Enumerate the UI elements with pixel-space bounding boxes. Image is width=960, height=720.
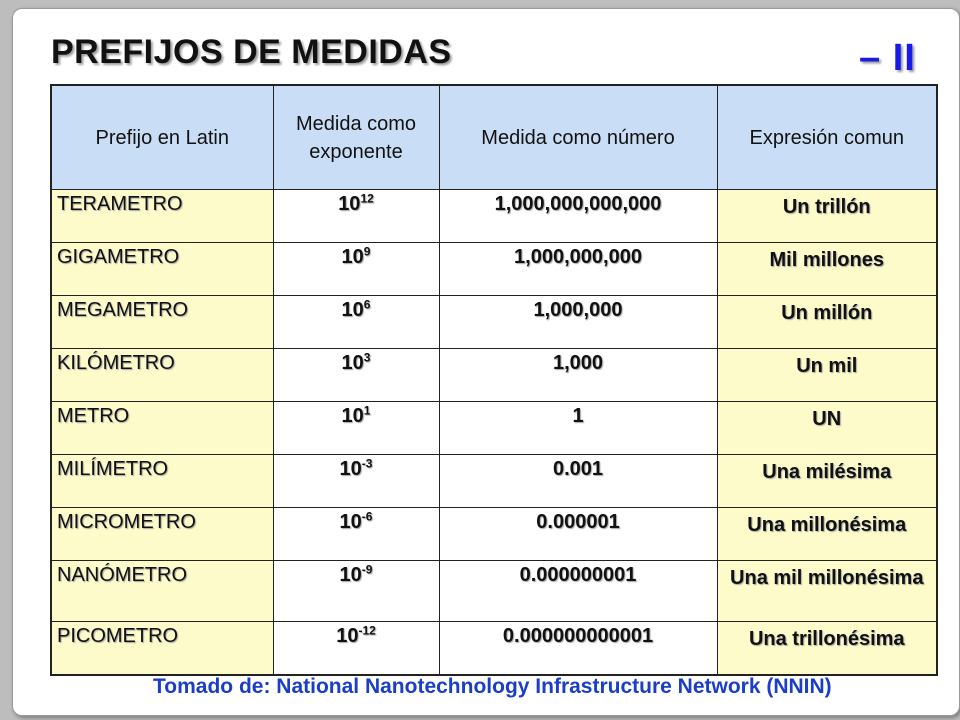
table-row <box>51 349 937 402</box>
source-credit: Tomado de: National Nanotechnology Infrastructure Network (NNIN) <box>153 675 832 698</box>
table-row <box>51 455 937 508</box>
expression-cell: Un trillón <box>717 190 937 243</box>
exponent-power: -9 <box>361 562 373 577</box>
header-exponent: Medida como exponente <box>273 85 439 190</box>
number-cell: 1 <box>439 402 717 455</box>
prefix-cell: PICOMETRO <box>51 622 273 676</box>
prefix-cell: MICROMETRO <box>51 508 273 561</box>
table-row <box>51 296 937 349</box>
exponent-cell <box>273 622 439 676</box>
table-row-highlight <box>51 561 937 622</box>
exponent-base: 10 <box>339 564 362 586</box>
expression-cell: Una trillonésima <box>717 622 937 676</box>
table-header-row <box>51 85 937 190</box>
number-cell: 1,000,000 <box>439 296 717 349</box>
table-row <box>51 190 937 243</box>
exponent-base: 10 <box>341 246 364 268</box>
exponent-cell <box>273 402 439 455</box>
exponent-power: -3 <box>361 456 373 471</box>
exponent-cell <box>273 561 439 622</box>
number-cell: 0.000000001 <box>439 561 717 622</box>
exponent-base: 10 <box>336 625 359 647</box>
exponent-power: 9 <box>363 244 371 259</box>
prefix-cell: MILÍMETRO <box>51 455 273 508</box>
exponent-base: 10 <box>341 352 364 374</box>
exponent-power: -6 <box>361 509 373 524</box>
expression-cell: Un millón <box>717 296 937 349</box>
exponent-cell <box>273 296 439 349</box>
exponent-power: 12 <box>360 191 374 206</box>
table-row <box>51 402 937 455</box>
exponent-base: 10 <box>341 405 364 427</box>
expression-cell: Una milésima <box>717 455 937 508</box>
number-cell: 0.001 <box>439 455 717 508</box>
header-number: Medida como número <box>439 85 717 190</box>
number-cell: 1,000,000,000,000 <box>439 190 717 243</box>
prefix-cell: MEGAMETRO <box>51 296 273 349</box>
header-prefix: Prefijo en Latin <box>51 85 273 190</box>
exponent-cell <box>273 243 439 296</box>
prefix-cell: GIGAMETRO <box>51 243 273 296</box>
prefix-cell: TERAMETRO <box>51 190 273 243</box>
prefix-table <box>50 84 938 676</box>
expression-cell: Un mil <box>717 349 937 402</box>
header-expression: Expresión comun <box>717 85 937 190</box>
number-cell: 0.000000000001 <box>439 622 717 676</box>
prefix-cell: NANÓMETRO <box>51 561 273 622</box>
exponent-base: 10 <box>341 299 364 321</box>
exponent-power: -12 <box>358 623 376 638</box>
number-cell: 1,000,000,000 <box>439 243 717 296</box>
exponent-base: 10 <box>339 511 362 533</box>
prefix-cell: KILÓMETRO <box>51 349 273 402</box>
exponent-cell <box>273 190 439 243</box>
exponent-power: 6 <box>363 297 371 312</box>
number-cell: 0.000001 <box>439 508 717 561</box>
expression-cell: Una millonésima <box>717 508 937 561</box>
slide-title: PREFIJOS DE MEDIDAS <box>51 33 452 71</box>
expression-cell: Una mil millonésima <box>717 561 937 622</box>
part-mark: – II <box>859 37 916 79</box>
exponent-cell <box>273 455 439 508</box>
table-row <box>51 622 937 676</box>
exponent-power: 3 <box>363 350 371 365</box>
exponent-cell <box>273 349 439 402</box>
exponent-power: 1 <box>363 403 371 418</box>
expression-cell: Mil millones <box>717 243 937 296</box>
expression-cell: UN <box>717 402 937 455</box>
exponent-cell <box>273 508 439 561</box>
exponent-base: 10 <box>339 458 362 480</box>
table-row <box>51 243 937 296</box>
number-cell: 1,000 <box>439 349 717 402</box>
slide <box>12 8 960 716</box>
prefix-cell: METRO <box>51 402 273 455</box>
exponent-base: 10 <box>338 193 361 215</box>
table-row <box>51 508 937 561</box>
